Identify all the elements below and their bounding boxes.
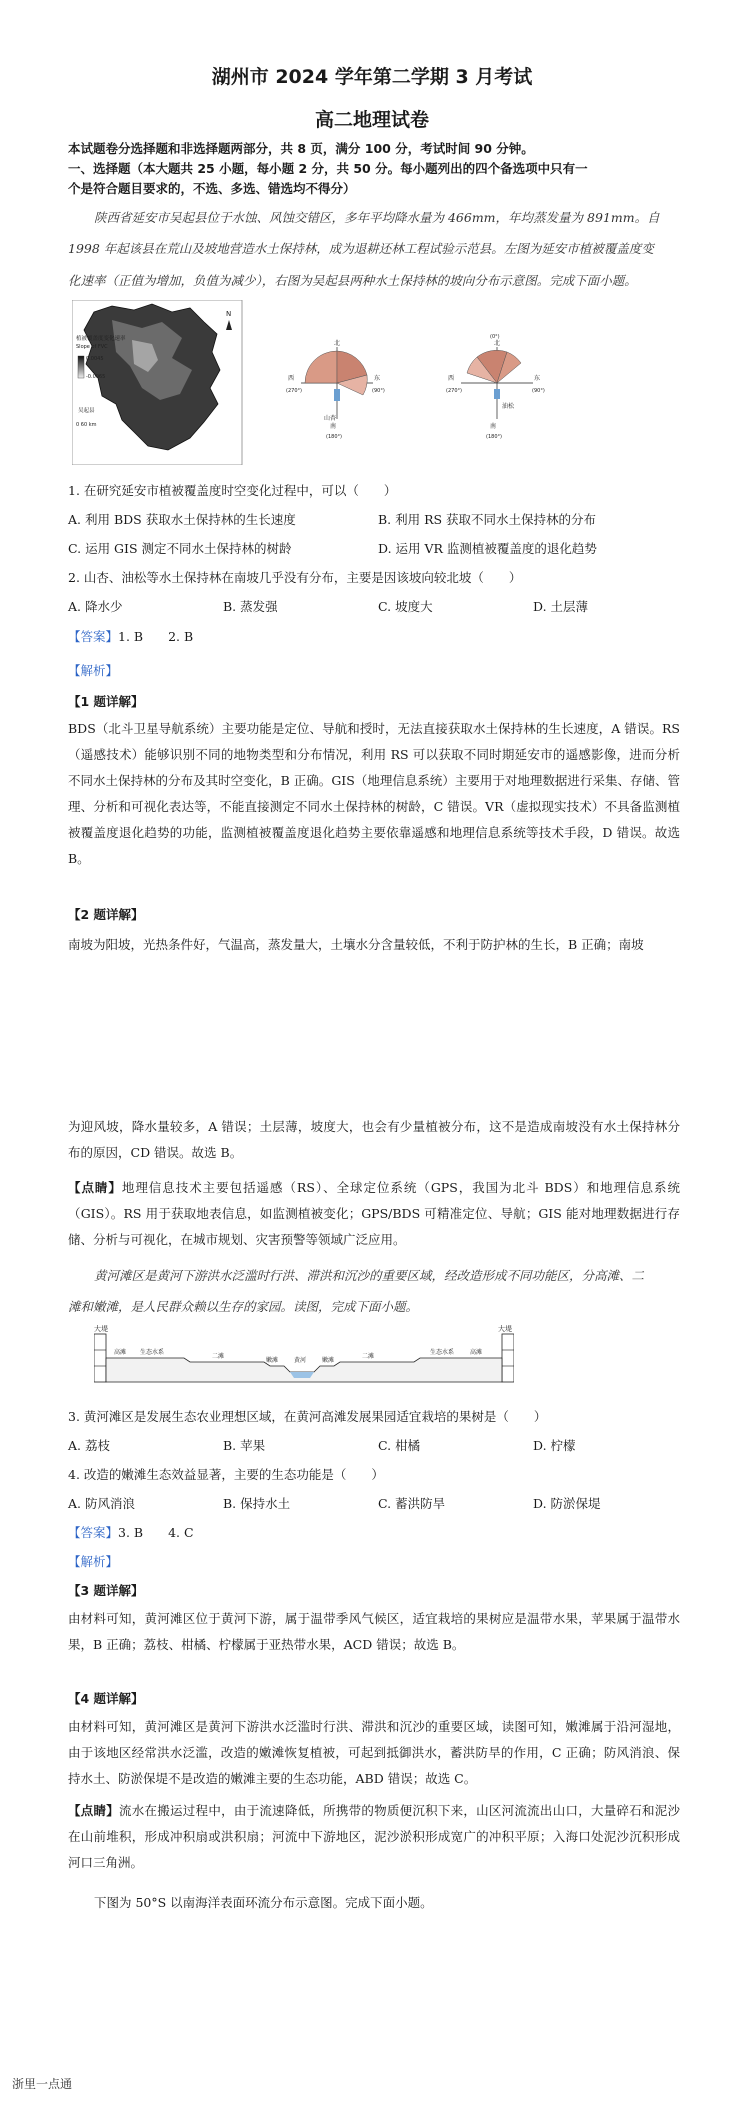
q4-option-b: B. 保持水土 (223, 1496, 291, 1511)
dike-right (502, 1334, 514, 1382)
tender-beach-left: 嫩滩 (266, 1357, 279, 1364)
dike-left (94, 1334, 106, 1382)
map-scale: 0 60 km (76, 422, 97, 428)
right-rose-deg-90: (90°) (532, 388, 545, 394)
exam-subtitle: 高二地理试卷 (314, 109, 429, 131)
answer-tag-2: 【答案】 (68, 1525, 119, 1540)
q4-option-a: A. 防风消浪 (68, 1496, 135, 1511)
q4-option-d: D. 防淤保堤 (533, 1496, 601, 1511)
dike-right-label: 大堤 (498, 1325, 512, 1333)
answer-1-2 (68, 628, 688, 646)
ex2-body-b: 为迎风坡，降水量较多，A 错误；土层薄，坡度大，也会有少量植被分布，这不是造成南坡没有水土保持林分布的原因，CD 错误。故选 B。 (68, 1119, 680, 1160)
left-rose-north: 北 (334, 340, 341, 347)
q2-option-b: B. 蒸发强 (223, 599, 278, 614)
answer-3-4 (68, 1524, 688, 1542)
answer-values: 1. B 2. B (118, 629, 194, 644)
eco-water-left: 生态水系 (140, 1349, 165, 1356)
tip1-paragraph (68, 1175, 680, 1253)
dike-left-label: 大堤 (94, 1325, 108, 1333)
second-beach-left: 二滩 (212, 1353, 225, 1360)
q4-option-c: C. 蓄洪防旱 (378, 1496, 446, 1511)
ex2-tag: 【2 题详解】 (68, 907, 144, 922)
section1-heading-b: 个是符合题目要求的，不选、多选、错选均不得分） (68, 181, 356, 196)
rose-shanxing (301, 347, 373, 419)
right-rose-deg-0: (0°) (490, 334, 500, 340)
q4-stem: 4. 改造的嫩滩生态效益显著，主要的生态功能是（ ） (68, 1467, 384, 1482)
second-beach-right: 二滩 (362, 1353, 375, 1360)
q3-option-d: D. 柠檬 (533, 1438, 576, 1453)
legend-high-value: 0.0045 (86, 356, 104, 362)
map-legend-title: 植被覆盖度变化速率 (76, 336, 126, 342)
q2-option-a: A. 降水少 (68, 599, 123, 614)
left-rose-deg-180: (180°) (326, 434, 342, 440)
left-rose-east: 东 (374, 375, 381, 382)
legend-color-bar (78, 356, 84, 378)
high-beach-right: 高滩 (470, 1349, 483, 1356)
ex3-body: 由材料可知，黄河滩区位于黄河下游，属于温带季风气候区，适宜栽培的果树应是温带水果，苹果属于温带水果，B 正确；荔枝、柑橘、柠檬属于亚热带水果，ACD 错误；故选 B。 (68, 1611, 680, 1652)
ex3-tag: 【3 题详解】 (68, 1583, 144, 1598)
ex2-body-a: 南坡为阳坡，光热条件好，气温高，蒸发量大，土壤水分含量较低，不利于防护林的生长，B 正确；南坡 (68, 937, 644, 952)
right-rose-deg-180: (180°) (486, 434, 502, 440)
section1-heading-a: 一、选择题（本大题共 25 小题，每小题 2 分，共 50 分。每小题列出的四个备选项中只有一 (68, 161, 588, 176)
q1-option-c: C. 运用 GIS 测定不同水土保持林的树龄 (68, 541, 292, 556)
ex1-tag: 【1 题详解】 (68, 694, 144, 709)
tip1-tag: 【点睛】 (68, 1180, 122, 1195)
footer-brand: 浙里一点通 (12, 2077, 73, 2091)
q3-option-c: C. 柑橘 (378, 1438, 421, 1453)
map-county-label: 吴起县 (78, 408, 95, 414)
yellow-river-label: 黄河 (294, 1357, 307, 1364)
map-north-arrow: N (226, 310, 232, 318)
figure1-map-and-roses (72, 300, 612, 465)
left-rose-deg-90: (90°) (372, 388, 385, 394)
tip1-body: 地理信息技术主要包括遥感（RS）、全球定位系统（GPS，我国为北斗 BDS）和地理信息系统（GIS）。RS 用于获取地表信息，如监测植被变化；GPS/BDS 可精准定位、导航；GIS 能对地理数据进行存储、分析与可视化，在城市规划、灾害预警等领域广泛应用。 (68, 1180, 680, 1247)
answer-values-2: 3. B 4. C (118, 1525, 194, 1540)
exam-title: 湖州市 2024 学年第二学期 3 月考试 (211, 66, 533, 88)
material1-line1: 陕西省延安市吴起县位于水蚀、风蚀交错区，多年平均降水量为 466mm，年均蒸发量为 891mm。自 (94, 210, 660, 225)
rose-small-bar-2 (494, 389, 500, 399)
q2-stem: 2. 山杏、油松等水土保持林在南坡几乎没有分布，主要是因该坡向较北坡（ ） (68, 570, 522, 585)
left-rose-south: 南 (330, 423, 337, 430)
material3-line1: 下图为 50°S 以南海洋表面环流分布示意图。完成下面小题。 (94, 1895, 433, 1910)
legend-low-value: -0.0065 (86, 374, 106, 380)
tip2-body: 流水在搬运过程中，由于流速降低，所携带的物质便沉积下来，山区河流流出山口，大量碎石和泥沙在山前堆积，形成冲积扇或洪积扇；河流中下游地区，泥沙淤积形成宽广的冲积平原；入海口处泥沙沉积形成河口三角洲。 (68, 1803, 680, 1870)
high-beach-left: 高滩 (114, 1349, 127, 1356)
map-legend-sub: Slope of FVC (76, 344, 108, 350)
left-rose-west: 西 (288, 375, 295, 382)
tip2-tag: 【点睛】 (68, 1803, 120, 1818)
q1-stem: 1. 在研究延安市植被覆盖度时空变化过程中，可以（ ） (68, 483, 397, 498)
rose-small-bar (334, 389, 340, 401)
right-rose-west: 西 (448, 375, 455, 382)
figure2-floodplain (94, 1322, 514, 1386)
material2-line1: 黄河滩区是黄河下游洪水泛滥时行洪、滞洪和沉沙的重要区域，经改造形成不同功能区，分高滩、二 (94, 1268, 645, 1283)
q3-option-a: A. 荔枝 (68, 1438, 110, 1453)
q1-option-d: D. 运用 VR 监测植被覆盖度的退化趋势 (378, 541, 597, 556)
right-rose-east: 东 (534, 375, 541, 382)
north-arrow-icon (226, 320, 232, 330)
answer-tag: 【答案】 (68, 629, 119, 644)
tip2-paragraph (68, 1798, 680, 1876)
q2-option-c: C. 坡度大 (378, 599, 433, 614)
ex4-body: 由材料可知，黄河滩区是黄河下游洪水泛滥时行洪、滞洪和沉沙的重要区域，读图可知，嫩滩属于沿河湿地，由于该地区经常洪水泛滥，改造的嫩滩恢复植被，可起到抵御洪水，蓄洪防旱的作用，C 正确；防风消浪、保持水土、防淤保堤不是改造的嫩滩主要的生态功能，ABD 错误；故选 C。 (68, 1719, 680, 1786)
q1-option-a: A. 利用 BDS 获取水土保持林的生长速度 (68, 512, 296, 527)
q3-stem: 3. 黄河滩区是发展生态农业理想区域，在黄河高滩发展果园适宜栽培的果树是（ ） (68, 1409, 547, 1424)
tender-beach-right: 嫩滩 (322, 1357, 335, 1364)
analysis-tag-1: 【解析】 (68, 663, 119, 678)
ex4-tag: 【4 题详解】 (68, 1691, 144, 1706)
q2-option-d: D. 土层薄 (533, 599, 589, 614)
ex1-body: BDS（北斗卫星导航系统）主要功能是定位、导航和授时，无法直接获取水土保持林的生长速度，A 错误。RS（遥感技术）能够识别不同的地物类型和分布情况，利用 RS 可以获取不同时期延安市的遥感影像，进而分析不同水土保持林的分布及其时空变化，B 正确。GIS（地理信息系统）主要用于对地理数据进行采集、存储、管理、分析和可视化表达等，不能直接测定不同水土保持林的树龄，C 错误。VR（虚拟现实技术）不具备监测植被覆盖度退化趋势的功能，监测植被覆盖度退化趋势主要依靠遥感和地理信息系统等技术手段，D 错误。故选 B。 (68, 721, 680, 866)
right-rose-south: 南 (490, 423, 497, 430)
material2-line2: 滩和嫩滩，是人民群众赖以生存的家园。读图，完成下面小题。 (68, 1299, 419, 1314)
material1-line3: 化速率（正值为增加，负值为减少），右图为吴起县两种水土保持林的坡向分布示意图。完成下面小题。 (68, 273, 637, 288)
q3-option-b: B. 苹果 (223, 1438, 266, 1453)
eco-water-right: 生态水系 (430, 1349, 455, 1356)
q1-option-b: B. 利用 RS 获取不同水土保持林的分布 (378, 512, 597, 527)
exam-instructions: 本试题卷分选择题和非选择题两部分，共 8 页，满分 100 分，考试时间 90 分钟。 (68, 141, 534, 156)
material1-line2: 1998 年起该县在荒山及坡地营造水土保持林，成为退耕还林工程试验示范县。左图为延安市植被覆盖度变 (68, 241, 654, 256)
left-rose-label: 山杏 (324, 415, 337, 422)
analysis-tag-2: 【解析】 (68, 1554, 119, 1569)
right-rose-deg-270: (270°) (446, 388, 462, 394)
river-channel (290, 1372, 314, 1378)
left-rose-deg-270: (270°) (286, 388, 302, 394)
rose-yousong (461, 347, 533, 419)
right-rose-north: 北 (494, 340, 501, 347)
right-rose-label: 油松 (502, 403, 515, 410)
